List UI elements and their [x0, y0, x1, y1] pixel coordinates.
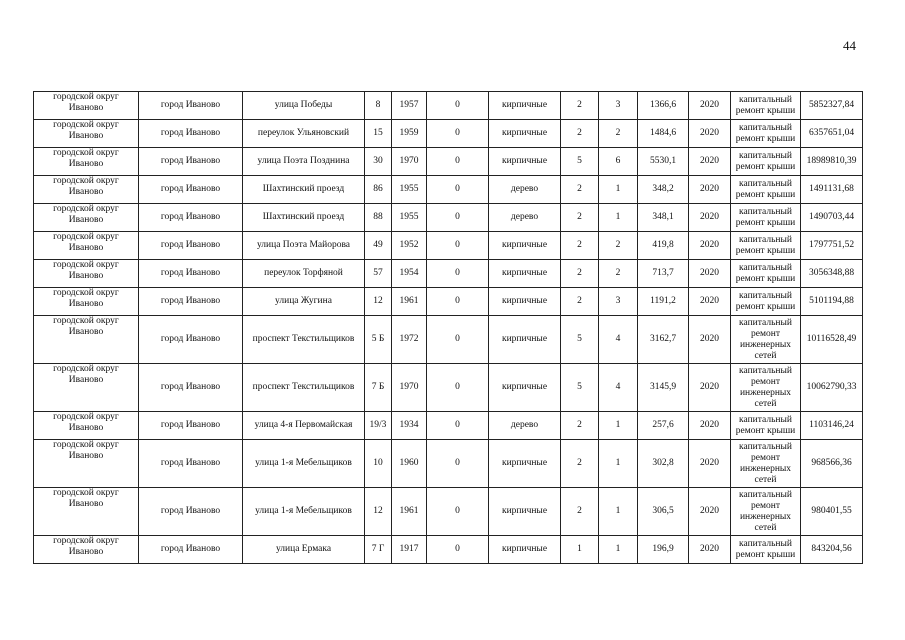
year-built-cell: 1917	[392, 536, 427, 564]
work-type-cell: капитальный ремонт крыши	[731, 412, 801, 440]
work-type-cell: капитальный ремонт инженерных сетей	[731, 364, 801, 412]
cost-cell: 5101194,88	[801, 288, 863, 316]
district-cell: городской округ Иваново	[34, 536, 139, 564]
area-cell: 1484,6	[638, 120, 689, 148]
locality-cell: город Иваново	[139, 232, 243, 260]
house-number-cell: 10	[365, 440, 392, 488]
wall-material-cell: кирпичные	[489, 232, 561, 260]
street-cell: улица Жугина	[243, 288, 365, 316]
zero-value-cell: 0	[427, 204, 489, 232]
entrances-cell: 1	[599, 176, 638, 204]
wall-material-cell: кирпичные	[489, 260, 561, 288]
floors-cell: 2	[561, 412, 599, 440]
cost-cell: 1103146,24	[801, 412, 863, 440]
locality-cell: город Иваново	[139, 364, 243, 412]
entrances-cell: 1	[599, 440, 638, 488]
area-cell: 1191,2	[638, 288, 689, 316]
floors-cell: 2	[561, 288, 599, 316]
plan-year-cell: 2020	[689, 488, 731, 536]
cost-cell: 980401,55	[801, 488, 863, 536]
area-cell: 3162,7	[638, 316, 689, 364]
cost-cell: 3056348,88	[801, 260, 863, 288]
entrances-cell: 6	[599, 148, 638, 176]
year-built-cell: 1952	[392, 232, 427, 260]
plan-year-cell: 2020	[689, 288, 731, 316]
locality-cell: город Иваново	[139, 260, 243, 288]
entrances-cell: 1	[599, 204, 638, 232]
cost-cell: 1797751,52	[801, 232, 863, 260]
cost-cell: 18989810,39	[801, 148, 863, 176]
year-built-cell: 1960	[392, 440, 427, 488]
house-number-cell: 5 Б	[365, 316, 392, 364]
entrances-cell: 3	[599, 92, 638, 120]
house-number-cell: 12	[365, 288, 392, 316]
plan-year-cell: 2020	[689, 364, 731, 412]
zero-value-cell: 0	[427, 364, 489, 412]
cost-cell: 1490703,44	[801, 204, 863, 232]
zero-value-cell: 0	[427, 176, 489, 204]
house-number-cell: 57	[365, 260, 392, 288]
house-number-cell: 12	[365, 488, 392, 536]
district-cell: городской округ Иваново	[34, 176, 139, 204]
wall-material-cell: кирпичные	[489, 288, 561, 316]
wall-material-cell: кирпичные	[489, 148, 561, 176]
house-number-cell: 15	[365, 120, 392, 148]
year-built-cell: 1972	[392, 316, 427, 364]
table-row	[34, 412, 863, 440]
entrances-cell: 2	[599, 232, 638, 260]
wall-material-cell: кирпичные	[489, 120, 561, 148]
cost-cell: 1491131,68	[801, 176, 863, 204]
year-built-cell: 1934	[392, 412, 427, 440]
district-cell: городской округ Иваново	[34, 316, 139, 364]
district-cell: городской округ Иваново	[34, 488, 139, 536]
locality-cell: город Иваново	[139, 440, 243, 488]
house-number-cell: 88	[365, 204, 392, 232]
area-cell: 196,9	[638, 536, 689, 564]
area-cell: 3145,9	[638, 364, 689, 412]
locality-cell: город Иваново	[139, 316, 243, 364]
area-cell: 5530,1	[638, 148, 689, 176]
area-cell: 419,8	[638, 232, 689, 260]
area-cell: 1366,6	[638, 92, 689, 120]
street-cell: Шахтинский проезд	[243, 204, 365, 232]
district-cell: городской округ Иваново	[34, 440, 139, 488]
entrances-cell: 4	[599, 364, 638, 412]
street-cell: проспект Текстильщиков	[243, 316, 365, 364]
locality-cell: город Иваново	[139, 488, 243, 536]
table-row	[34, 204, 863, 232]
work-type-cell: капитальный ремонт крыши	[731, 148, 801, 176]
zero-value-cell: 0	[427, 120, 489, 148]
work-type-cell: капитальный ремонт крыши	[731, 260, 801, 288]
year-built-cell: 1959	[392, 120, 427, 148]
entrances-cell: 2	[599, 260, 638, 288]
table-row	[34, 364, 863, 412]
year-built-cell: 1955	[392, 204, 427, 232]
entrances-cell: 1	[599, 488, 638, 536]
plan-year-cell: 2020	[689, 260, 731, 288]
table-row	[34, 316, 863, 364]
zero-value-cell: 0	[427, 260, 489, 288]
cost-cell: 10116528,49	[801, 316, 863, 364]
floors-cell: 5	[561, 148, 599, 176]
table-row	[34, 176, 863, 204]
floors-cell: 2	[561, 204, 599, 232]
street-cell: переулок Ульяновский	[243, 120, 365, 148]
year-built-cell: 1970	[392, 364, 427, 412]
table-row	[34, 288, 863, 316]
plan-year-cell: 2020	[689, 204, 731, 232]
year-built-cell: 1970	[392, 148, 427, 176]
wall-material-cell: кирпичные	[489, 364, 561, 412]
year-built-cell: 1957	[392, 92, 427, 120]
plan-year-cell: 2020	[689, 232, 731, 260]
locality-cell: город Иваново	[139, 148, 243, 176]
work-type-cell: капитальный ремонт инженерных сетей	[731, 488, 801, 536]
zero-value-cell: 0	[427, 488, 489, 536]
table-row	[34, 232, 863, 260]
floors-cell: 2	[561, 260, 599, 288]
table-row	[34, 536, 863, 564]
wall-material-cell: дерево	[489, 412, 561, 440]
table-row	[34, 260, 863, 288]
table-row	[34, 148, 863, 176]
district-cell: городской округ Иваново	[34, 364, 139, 412]
table-row	[34, 92, 863, 120]
floors-cell: 2	[561, 232, 599, 260]
wall-material-cell: кирпичные	[489, 440, 561, 488]
work-type-cell: капитальный ремонт крыши	[731, 288, 801, 316]
entrances-cell: 1	[599, 536, 638, 564]
floors-cell: 5	[561, 316, 599, 364]
plan-year-cell: 2020	[689, 412, 731, 440]
entrances-cell: 3	[599, 288, 638, 316]
wall-material-cell: кирпичные	[489, 536, 561, 564]
district-cell: городской округ Иваново	[34, 232, 139, 260]
house-number-cell: 8	[365, 92, 392, 120]
house-number-cell: 86	[365, 176, 392, 204]
district-cell: городской округ Иваново	[34, 204, 139, 232]
district-cell: городской округ Иваново	[34, 92, 139, 120]
floors-cell: 2	[561, 488, 599, 536]
year-built-cell: 1954	[392, 260, 427, 288]
work-type-cell: капитальный ремонт крыши	[731, 176, 801, 204]
work-type-cell: капитальный ремонт крыши	[731, 120, 801, 148]
plan-year-cell: 2020	[689, 316, 731, 364]
work-type-cell: капитальный ремонт инженерных сетей	[731, 316, 801, 364]
year-built-cell: 1955	[392, 176, 427, 204]
locality-cell: город Иваново	[139, 204, 243, 232]
work-type-cell: капитальный ремонт крыши	[731, 92, 801, 120]
cost-cell: 6357651,04	[801, 120, 863, 148]
locality-cell: город Иваново	[139, 120, 243, 148]
house-number-cell: 49	[365, 232, 392, 260]
plan-year-cell: 2020	[689, 440, 731, 488]
locality-cell: город Иваново	[139, 412, 243, 440]
floors-cell: 2	[561, 120, 599, 148]
table-row	[34, 488, 863, 536]
plan-year-cell: 2020	[689, 536, 731, 564]
locality-cell: город Иваново	[139, 536, 243, 564]
table-body	[34, 92, 863, 564]
zero-value-cell: 0	[427, 92, 489, 120]
area-cell: 713,7	[638, 260, 689, 288]
locality-cell: город Иваново	[139, 176, 243, 204]
street-cell: улица Поэта Майорова	[243, 232, 365, 260]
year-built-cell: 1961	[392, 488, 427, 536]
year-built-cell: 1961	[392, 288, 427, 316]
zero-value-cell: 0	[427, 288, 489, 316]
entrances-cell: 2	[599, 120, 638, 148]
wall-material-cell: дерево	[489, 204, 561, 232]
cost-cell: 10062790,33	[801, 364, 863, 412]
house-number-cell: 19/3	[365, 412, 392, 440]
street-cell: улица 4-я Первомайская	[243, 412, 365, 440]
street-cell: улица Ермака	[243, 536, 365, 564]
table-row	[34, 120, 863, 148]
floors-cell: 5	[561, 364, 599, 412]
work-type-cell: капитальный ремонт крыши	[731, 536, 801, 564]
cost-cell: 5852327,84	[801, 92, 863, 120]
street-cell: улица Поэта Позднина	[243, 148, 365, 176]
wall-material-cell: кирпичные	[489, 92, 561, 120]
zero-value-cell: 0	[427, 316, 489, 364]
floors-cell: 2	[561, 440, 599, 488]
area-cell: 306,5	[638, 488, 689, 536]
zero-value-cell: 0	[427, 440, 489, 488]
street-cell: проспект Текстильщиков	[243, 364, 365, 412]
entrances-cell: 1	[599, 412, 638, 440]
district-cell: городской округ Иваново	[34, 412, 139, 440]
zero-value-cell: 0	[427, 412, 489, 440]
district-cell: городской округ Иваново	[34, 288, 139, 316]
wall-material-cell: кирпичные	[489, 316, 561, 364]
locality-cell: город Иваново	[139, 288, 243, 316]
work-type-cell: капитальный ремонт инженерных сетей	[731, 440, 801, 488]
house-number-cell: 30	[365, 148, 392, 176]
page-number: 44	[843, 38, 856, 53]
area-cell: 348,1	[638, 204, 689, 232]
work-type-cell: капитальный ремонт крыши	[731, 204, 801, 232]
house-number-cell: 7 Г	[365, 536, 392, 564]
district-cell: городской округ Иваново	[34, 260, 139, 288]
zero-value-cell: 0	[427, 536, 489, 564]
wall-material-cell: кирпичные	[489, 488, 561, 536]
street-cell: переулок Торфяной	[243, 260, 365, 288]
area-cell: 257,6	[638, 412, 689, 440]
floors-cell: 2	[561, 176, 599, 204]
area-cell: 302,8	[638, 440, 689, 488]
wall-material-cell: дерево	[489, 176, 561, 204]
housing-repair-table	[33, 91, 863, 564]
street-cell: улица Победы	[243, 92, 365, 120]
work-type-cell: капитальный ремонт крыши	[731, 232, 801, 260]
floors-cell: 2	[561, 92, 599, 120]
zero-value-cell: 0	[427, 148, 489, 176]
street-cell: Шахтинский проезд	[243, 176, 365, 204]
house-number-cell: 7 Б	[365, 364, 392, 412]
zero-value-cell: 0	[427, 232, 489, 260]
street-cell: улица 1-я Мебельщиков	[243, 488, 365, 536]
table-row	[34, 440, 863, 488]
area-cell: 348,2	[638, 176, 689, 204]
district-cell: городской округ Иваново	[34, 120, 139, 148]
district-cell: городской округ Иваново	[34, 148, 139, 176]
locality-cell: город Иваново	[139, 92, 243, 120]
plan-year-cell: 2020	[689, 92, 731, 120]
plan-year-cell: 2020	[689, 148, 731, 176]
cost-cell: 843204,56	[801, 536, 863, 564]
street-cell: улица 1-я Мебельщиков	[243, 440, 365, 488]
plan-year-cell: 2020	[689, 120, 731, 148]
cost-cell: 968566,36	[801, 440, 863, 488]
entrances-cell: 4	[599, 316, 638, 364]
floors-cell: 1	[561, 536, 599, 564]
plan-year-cell: 2020	[689, 176, 731, 204]
